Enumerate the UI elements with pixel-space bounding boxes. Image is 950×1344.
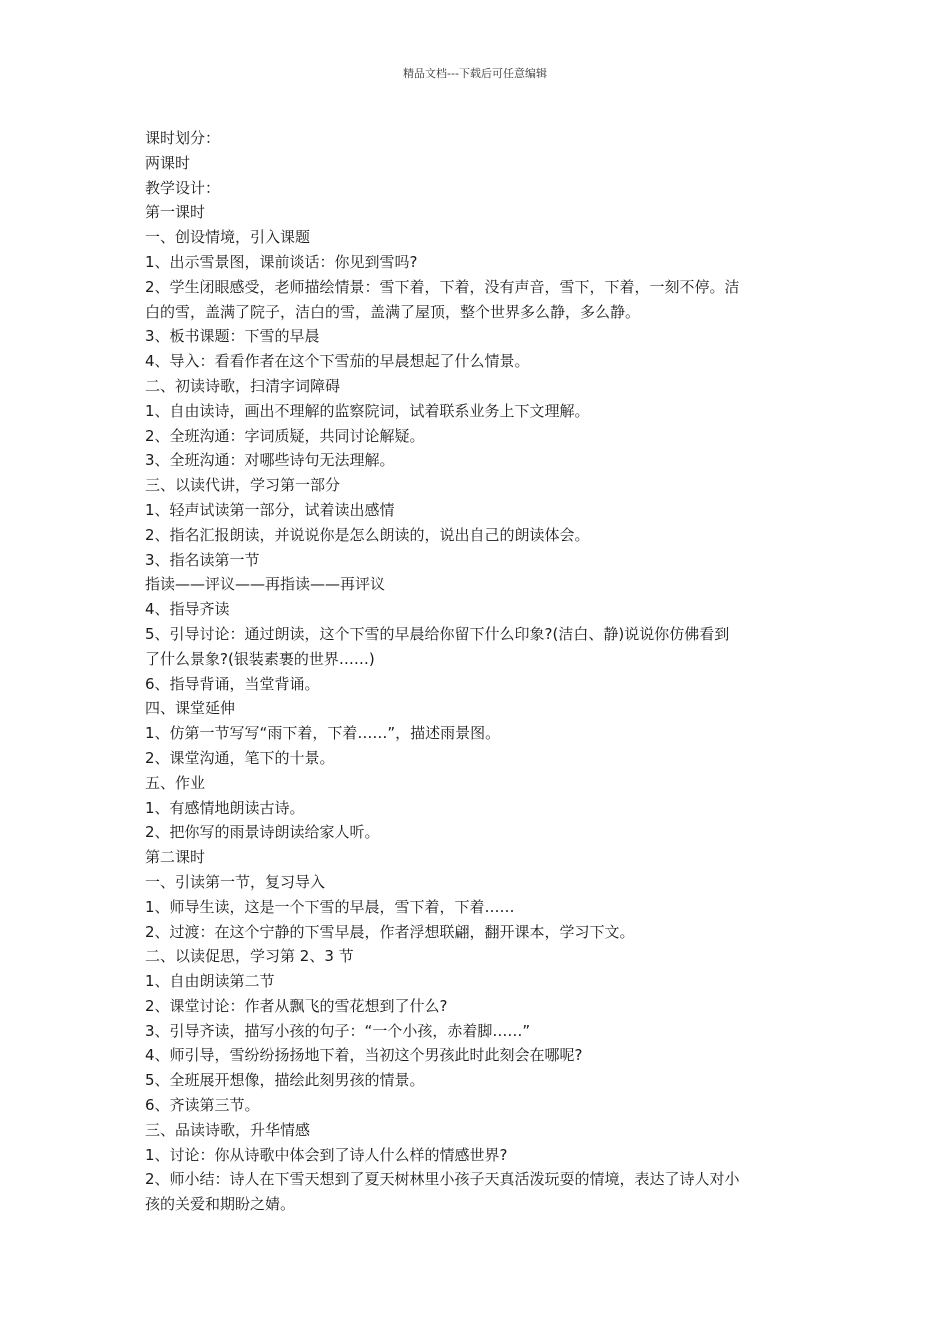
text-line: 1、出示雪景图，课前谈话：你见到雪吗? [145, 252, 418, 271]
text-line: 一、引读第一节，复习导入 [145, 872, 326, 891]
page-header: 精品文档---下载后可任意编辑 [403, 67, 547, 80]
text-line: 三、以读代讲，学习第一部分 [145, 476, 341, 495]
text-line: 4、指导齐读 [145, 600, 230, 619]
text-line: 指读——评议——再指读——再评议 [145, 575, 386, 594]
text-line: 2、课堂讨论：作者从飘飞的雪花想到了什么? [145, 996, 448, 1015]
text-line: 1、有感情地朗读古诗。 [145, 798, 305, 817]
text-line: 5、全班展开想像，描绘此刻男孩的情景。 [145, 1071, 425, 1090]
text-line: 一、创设情境，引入课题 [145, 228, 311, 247]
text-line: 2、全班沟通：字词质疑，共同讨论解疑。 [145, 426, 425, 445]
text-line: 3、全班沟通：对哪些诗句无法理解。 [145, 451, 395, 470]
text-line: 二、初读诗歌，扫清字词障碍 [145, 376, 341, 395]
text-line: 1、讨论：你从诗歌中体会到了诗人什么样的情感世界? [145, 1145, 508, 1164]
text-line: 第一课时 [145, 203, 206, 222]
text-line: 二、以读促思，学习第 2、3 节 [145, 947, 354, 966]
text-line: 6、齐读第三节。 [145, 1096, 260, 1115]
text-line: 1、师导生读，这是一个下雪的早晨，雪下着，下着…… [145, 897, 515, 916]
text-line: 1、自由朗读第二节 [145, 972, 275, 991]
document-body [145, 126, 810, 1217]
text-line: 2、课堂沟通，笔下的十景。 [145, 748, 335, 767]
text-line: 1、轻声试读第一部分，试着读出感情 [145, 500, 395, 519]
text-line: 3、引导齐读，描写小孩的句子：“一个小孩，赤着脚……” [145, 1021, 531, 1040]
text-line: 3、板书课题：下雪的早晨 [145, 327, 320, 346]
text-line: 孩的关爱和期盼之婧。 [145, 1195, 296, 1214]
text-line: 第二课时 [145, 848, 206, 867]
text-line: 四、课堂延伸 [145, 699, 236, 718]
text-line: 教学设计： [145, 178, 221, 197]
text-line: 2、学生闭眼感受，老师描绘情景：雪下着，下着，没有声音，雪下，下着，一刻不停。洁 [145, 277, 740, 296]
text-line: 白的雪，盖满了院子，洁白的雪，盖满了屋顶，整个世界多么静，多么静。 [145, 302, 641, 321]
text-line: 4、导入：看看作者在这个下雪茄的早晨想起了什么情景。 [145, 352, 530, 371]
text-line: 五、作业 [145, 773, 206, 792]
text-line: 三、品读诗歌，升华情感 [145, 1120, 311, 1139]
text-line: 2、指名汇报朗读，并说说你是怎么朗读的，说出自己的朗读体会。 [145, 525, 590, 544]
text-line: 1、自由读诗，画出不理解的监察院词，试着联系业务上下文理解。 [145, 401, 590, 420]
text-line: 2、过渡：在这个宁静的下雪早晨，作者浮想联翩，翻开课本，学习下文。 [145, 922, 635, 941]
text-line: 2、把你写的雨景诗朗读给家人听。 [145, 823, 380, 842]
text-line: 6、指导背诵，当堂背诵。 [145, 674, 320, 693]
text-line: 1、仿第一节写写“雨下着，下着……”，描述雨景图。 [145, 724, 501, 743]
text-line: 5、引导讨论：通过朗读，这个下雪的早晨给你留下什么印象?(洁白、静)说说你仿佛看到 [145, 624, 730, 643]
text-line: 4、师引导，雪纷纷扬扬地下着，当初这个男孩此时此刻会在哪呢? [145, 1046, 583, 1065]
text-line: 两课时 [145, 153, 191, 172]
text-line: 2、师小结：诗人在下雪天想到了夏天树林里小孩子天真活泼玩耍的情境，表达了诗人对小 [145, 1170, 740, 1189]
text-line: 课时划分： [145, 129, 221, 147]
text-line: 了什么景象?(银装素裹的世界……) [145, 649, 375, 668]
text-line: 3、指名读第一节 [145, 550, 260, 569]
